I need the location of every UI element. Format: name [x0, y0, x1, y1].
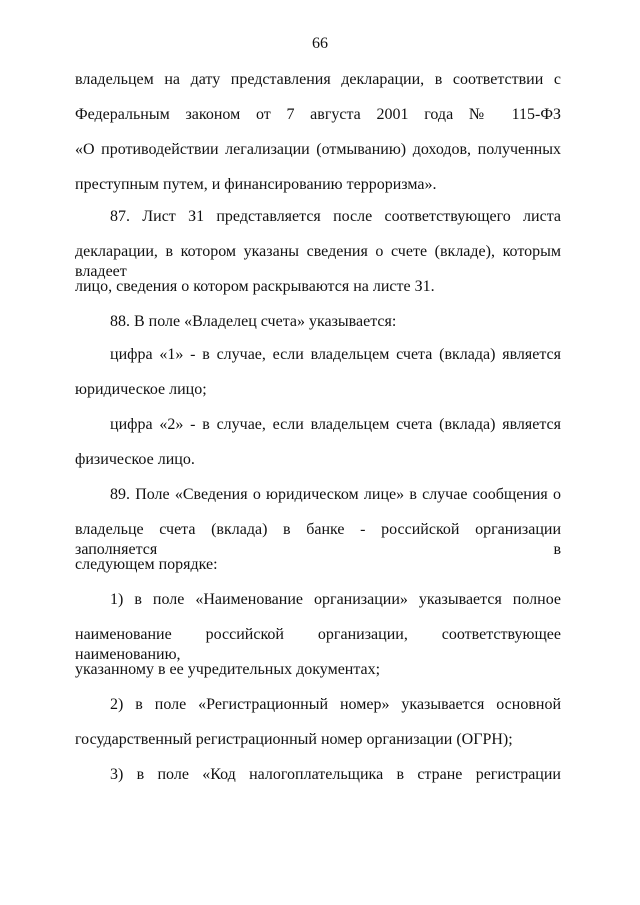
text-line: Федеральным законом от 7 августа 2001 года № 115-ФЗ	[75, 106, 561, 123]
text-line: цифра «1» - в случае, если владельцем счета (вклада) является	[110, 346, 561, 363]
list-item-1-start: 1) в поле «Наименование организации» указывается полное	[110, 591, 561, 608]
text-line: указанному в ее учредительных документах;	[75, 661, 381, 678]
text-line: цифра «2» - в случае, если владельцем счета (вклада) является	[110, 416, 561, 433]
text-line: наименование российской организации, соответствующее наименованию,	[75, 626, 561, 663]
text-line: преступным путем, и финансированию терроризма».	[75, 176, 437, 193]
text-line: юридическое лицо;	[75, 381, 207, 398]
text-line: «О противодействии легализации (отмыванию) доходов, полученных	[75, 141, 561, 158]
text-line: декларации, в котором указаны сведения о счете (вкладе), которым владеет	[75, 243, 561, 280]
text-line: лицо, сведения о котором раскрываются на листе З1.	[75, 278, 435, 295]
paragraph-87-start: 87. Лист З1 представляется после соответствующего листа	[110, 208, 561, 225]
text-line: физическое лицо.	[75, 451, 195, 468]
text-line: следующем порядке:	[75, 556, 218, 573]
paragraph-89-start: 89. Поле «Сведения о юридическом лице» в случае сообщения о	[110, 486, 561, 503]
text-line: владельце счета (вклада) в банке - российской организации заполняется в	[75, 521, 561, 558]
paragraph-88-start: 88. В поле «Владелец счета» указывается:	[110, 313, 397, 330]
page-number: 66	[312, 35, 328, 52]
text-line: владельцем на дату представления декларации, в соответствии с	[75, 71, 561, 88]
text-line: государственный регистрационный номер организации (ОГРН);	[75, 731, 513, 748]
list-item-3-start: 3) в поле «Код налогоплательщика в стране регистрации	[110, 766, 561, 783]
list-item-2-start: 2) в поле «Регистрационный номер» указывается основной	[110, 696, 561, 713]
